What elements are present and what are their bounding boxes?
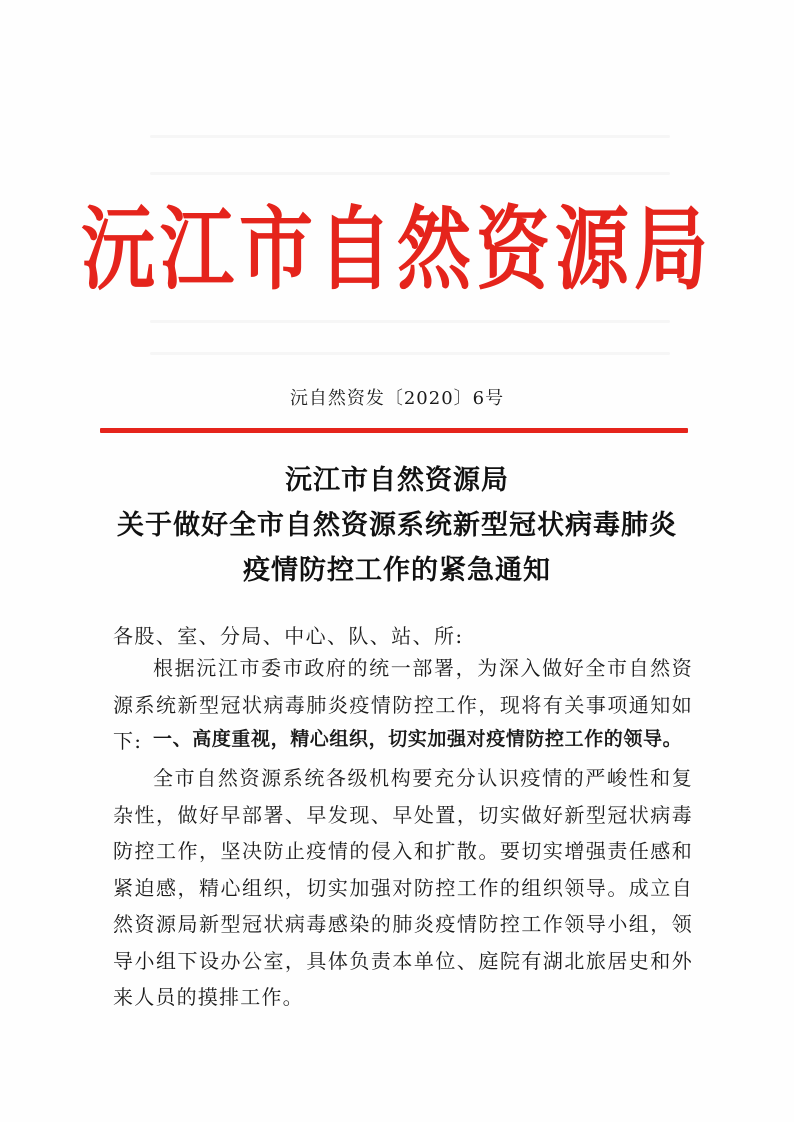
- document-title-line-2: 关于做好全市自然资源系统新型冠状病毒肺炎: [117, 510, 677, 541]
- section-1-heading: 一、高度重视，精心组织，切实加强对疫情防控工作的领导。: [153, 728, 683, 750]
- scan-bleed-through: [150, 135, 670, 138]
- document-title-line-3: 疫情防控工作的紧急通知: [243, 555, 551, 586]
- intro-paragraph: 根据沅江市委市政府的统一部署，为深入做好全市自然资源系统新型冠状病毒肺炎疫情防控工作，现将有关事项通知如下:: [113, 656, 693, 753]
- scan-bleed-through: [150, 352, 670, 355]
- salutation: 各股、室、分局、中心、队、站、所:: [113, 624, 464, 648]
- document-title-line-1: 沅江市自然资源局: [285, 465, 509, 496]
- red-separator-line: [100, 428, 688, 433]
- document-number: 沅自然资发〔2020〕6号: [289, 388, 505, 409]
- red-header-org-name: 沅江市自然资源局: [81, 197, 713, 303]
- scan-bleed-through: [150, 320, 670, 323]
- scan-bleed-through: [150, 172, 670, 175]
- section-1-paragraph: 全市自然资源系统各级机构要充分认识疫情的严峻性和复杂性，做好早部署、早发现、早处置，切实做好新型冠状病毒防控工作，坚决防止疫情的侵入和扩散。要切实增强责任感和紧迫感，精心组织，切实加强对防控工作的组织领导。成立自然资源局新型冠状病毒感染的肺炎疫情防控工作领导小组，领导小组下设办公室，具体负责本单位、庭院有湖北旅居史和外来人员的摸排工作。: [113, 766, 693, 1009]
